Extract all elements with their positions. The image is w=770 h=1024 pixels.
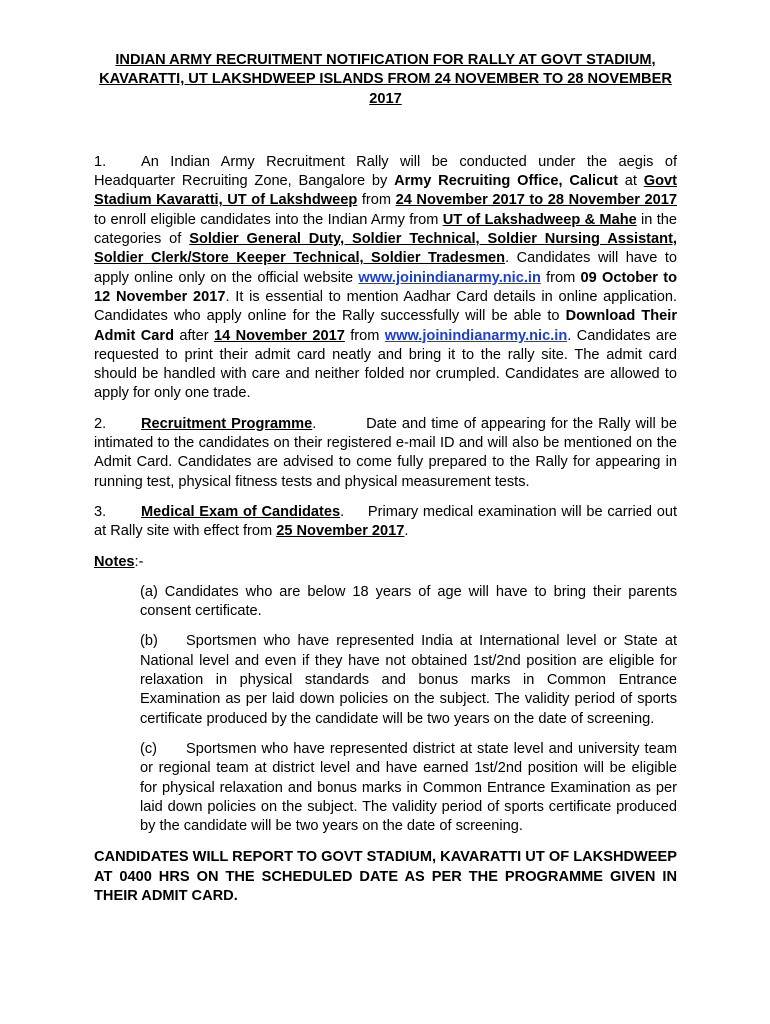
notes-suffix: :- (134, 553, 144, 570)
paragraph-2 (94, 415, 682, 492)
paragraph-number: 3. (94, 503, 107, 520)
categories: Soldier General Duty, Soldier Technical, Soldier Nursing Assistant, Soldier Clerk/Store Keeper Technical, Soldier Tradesmen (94, 231, 677, 267)
paragraph-number: 2. (94, 415, 107, 432)
website-link-1[interactable]: www.joinindianarmy.nic.in (358, 269, 541, 286)
text-run: from (540, 269, 581, 286)
eligible-region: UT of Lakshadweep & Mahe (442, 211, 637, 228)
section-heading: Recruitment Programme (141, 415, 313, 432)
text-run: from (357, 192, 396, 209)
note-text: Candidates who are below 18 years of age will have to bring their parents consent certificate. (140, 583, 677, 620)
recruiting-office: Army Recruiting Office, Calicut (394, 173, 618, 190)
text-run: . Primary medical examination will be carried out at Rally site with effect from (94, 503, 682, 540)
section-heading: Medical Exam of Candidates (141, 503, 341, 520)
note-c (140, 740, 677, 836)
text-run: to enroll eligible candidates into the Indian Army from (94, 211, 443, 228)
text-run: from (344, 327, 385, 344)
text-run: . It is essential to mention Aadhar Card details in online application. Candidates who apply online for the Rally successfully will be able to (94, 288, 678, 325)
note-a (140, 583, 677, 622)
text-run: An Indian Army Recruitment Rally will be conducted under the aegis of Headquarter Recruiting Zone, Bangalore by (94, 153, 677, 190)
note-text: Sportsmen who have represented India at International level or State at National level and even if they have not obtained 1st/2nd position are eligible for relaxation in physical standards and bonus marks in Common Entrance Examination as per laid down policies on the subject. The validity period of sports certificate produced by the candidate will be two years on the date of screening. (140, 633, 677, 727)
text-run: after (173, 327, 214, 344)
paragraph-1 (94, 153, 677, 404)
reporting-notice: CANDIDATES WILL REPORT TO GOVT STADIUM, KAVARATTI UT OF LAKSHDWEEP AT 0400 HRS ON THE SCHEDULED DATE AS PER THE PROGRAMME GIVEN IN THEIR ADMIT CARD. (94, 849, 677, 904)
note-text: Sportsmen who have represented district at state level and university team or regional team at district level and have earned 1st/2nd position will be eligible for physical relaxation and bonus marks in Common Entrance Examination as per laid down policies on the subject. The validity period of sports certificate produced by the candidate will be two years on the date of screening. (140, 740, 677, 835)
rally-venue: Govt Stadium Kavaratti, UT of Lakshdweep (94, 173, 677, 209)
note-label: (a) (140, 583, 158, 600)
text-run: at (617, 173, 644, 190)
paragraph-3 (94, 503, 682, 542)
document-page (94, 51, 682, 906)
notes-label: Notes (94, 553, 135, 570)
admit-card-date: 14 November 2017 (213, 327, 345, 344)
download-admit-card: Download Their Admit Card (94, 308, 677, 344)
text-run: . Date and time of appearing for the Rally will be intimated to the candidates on their registered e-mail ID and will also be mentioned on the Admit Card. Candidates are advised to come fully prepared to the Rally for appearing in running test, physical fitness tests and physical measurement tests. (94, 415, 682, 490)
note-b (140, 632, 677, 728)
notes-heading (94, 553, 677, 572)
text-run: . (404, 523, 409, 540)
note-label: (b) (140, 633, 158, 650)
text-run: in the categories of (94, 211, 678, 248)
document-title: INDIAN ARMY RECRUITMENT NOTIFICATION FOR RALLY AT GOVT STADIUM, KAVARATTI, UT LAKSHDWEEP ISLANDS FROM 24 NOVEMBER TO 28 NOVEMBER 2017 (99, 52, 672, 107)
medical-date: 25 November 2017 (276, 523, 405, 540)
apply-dates: 09 October to 12 November 2017 (94, 269, 677, 305)
website-link-2[interactable]: www.joinindianarmy.nic.in (384, 327, 568, 344)
text-run: . Candidates are requested to print their admit card neatly and bring it to the rally site. The admit card should be handled with care and neither folded nor crumpled. Candidates are allowed to apply for only one trade. (94, 327, 678, 402)
text-run: . Candidates will have to apply online only on the official website (94, 250, 678, 286)
rally-dates: 24 November 2017 to 28 November 2017 (395, 192, 678, 209)
note-label: (c) (140, 740, 158, 757)
paragraph-number: 1. (94, 153, 107, 170)
